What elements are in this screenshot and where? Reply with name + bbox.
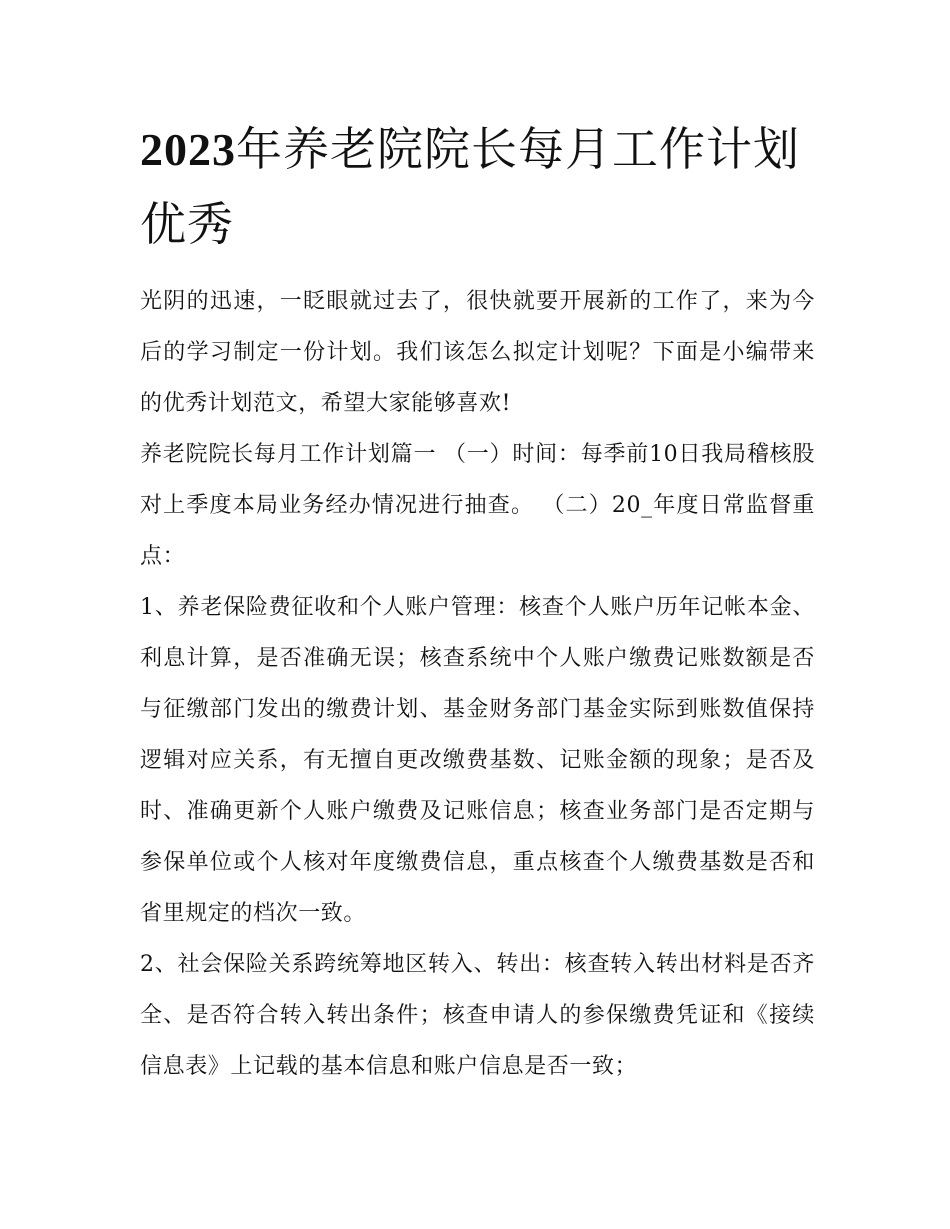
plan-paragraph-2: 1、养老保险费征收和个人账户管理：核查个人账户历年记帐本金、利息计算，是否准确无误；核查系统中个人账户缴费记账数额是否与征缴部门发出的缴费计划、基金财务部门基金实际到账数值保持逻辑对应关系，有无擅自更改缴费基数、记账金额的现象；是否及时、准确更新个人账户缴费及记账信息；核查业务部门是否定期与参保单位或个人核对年度缴费信息，重点核查个人缴费基数是否和省里规定的档次一致。 — [140, 595, 815, 926]
plan-paragraph-1: 养老院院长每月工作计划篇一 （一）时间：每季前10日我局稽核股对上季度本局业务经办情况进行抽查。 （二）20_年度日常监督重点： — [140, 442, 815, 569]
plan-paragraph-3: 2、社会保险关系跨统筹地区转入、转出：核查转入转出材料是否齐全、是否符合转入转出条件；核查申请人的参保缴费凭证和《接续信息表》上记载的基本信息和账户信息是否一致； — [140, 952, 815, 1079]
document-title — [140, 112, 820, 261]
title-year: 2023 — [140, 124, 236, 175]
intro-paragraph: 光阴的迅速，一眨眼就过去了，很快就要开展新的工作了，来为今后的学习制定一份计划。我们该怎么拟定计划呢？下面是小编带来的优秀计划范文，希望大家能够喜欢! — [140, 289, 815, 416]
title-text: 年养老院院长每月工作计划优秀 — [140, 122, 800, 251]
document-body — [140, 276, 815, 1092]
